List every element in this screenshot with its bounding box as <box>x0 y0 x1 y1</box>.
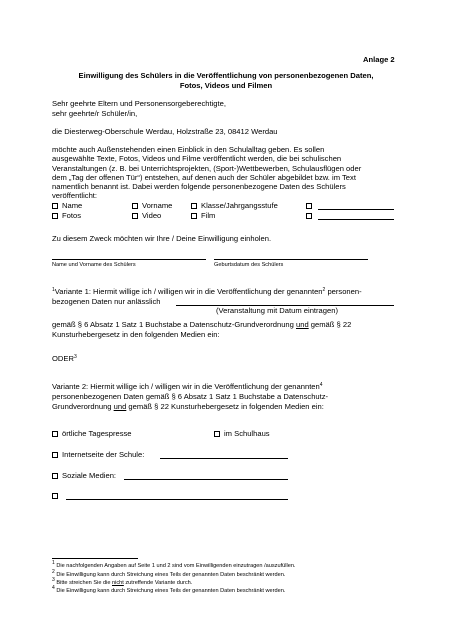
footnote-3: $^3$ Bitte streichen Sie die nicht zutreffende Variante durch. <box>52 577 193 586</box>
title-line-1: Einwilligung des Schülers in die Veröffentlichung von personenbezogenen Daten, <box>78 71 374 80</box>
check-vorname[interactable]: Vorname <box>132 201 172 211</box>
variant-2-line-1: Variante 2: Hiermit willige ich / willigen wir in die Veröffentlichung der genannten$^4$ <box>52 382 323 391</box>
footnote-separator <box>52 558 138 559</box>
other-1-line[interactable] <box>318 209 394 210</box>
checkbox-icon[interactable] <box>52 203 58 209</box>
check-klasse[interactable]: Klasse/Jahrgangsstufe <box>191 201 278 211</box>
website-line[interactable] <box>160 458 288 459</box>
title-line-2: Fotos, Videos und Filmen <box>179 81 273 90</box>
other-media-line[interactable] <box>66 499 288 500</box>
intro-line: ausgewählte Texte, Fotos, Videos und Filme veröffentlicht werden, die bei schulischen <box>52 154 342 164</box>
footnote-ref: 1 <box>52 287 55 293</box>
checkbox-icon[interactable] <box>191 213 197 219</box>
birthdate-caption: Geburtsdatum des Schülers <box>214 262 284 268</box>
checkbox-icon[interactable] <box>132 203 138 209</box>
intro-line: namentlich benannt ist. Dabei werden folgende personenbezogene Daten des Schülers <box>52 182 346 192</box>
check-school-house[interactable]: im Schulhaus <box>214 429 270 439</box>
salutation-student: sehr geehrte/r Schüler/in, <box>52 109 138 118</box>
variant-1-line-4: Kunsturhebergesetz in den folgenden Medien ein: <box>52 330 220 339</box>
social-line[interactable] <box>124 479 288 480</box>
footnote-ref: 3 <box>73 354 77 360</box>
checkbox-icon[interactable] <box>52 213 58 219</box>
intro-line: veröffentlicht: <box>52 191 98 201</box>
checkbox-icon[interactable] <box>191 203 197 209</box>
variant-1-line-2: bezogenen Daten nur anlässlich <box>52 297 161 306</box>
student-name-line[interactable] <box>52 259 206 260</box>
variant-2-line-3: Grundverordnung und gemäß § 22 Kunsturhebergesetz in folgenden Medien ein: <box>52 402 324 411</box>
checkbox-icon[interactable] <box>306 203 312 209</box>
annex-label: Anlage 2 <box>363 55 395 64</box>
check-website[interactable]: Internetseite der Schule: <box>52 450 144 460</box>
intro-paragraph <box>52 145 394 201</box>
checkbox-icon[interactable] <box>214 431 220 437</box>
check-film[interactable]: Film <box>191 211 215 221</box>
school-address: die Diesterweg-Oberschule Werdau, Holzstraße 23, 08412 Werdau <box>52 127 278 136</box>
checkbox-icon[interactable] <box>306 213 312 219</box>
salutation-parents: Sehr geehrte Eltern und Personensorgeberechtigte, <box>52 99 226 108</box>
variant-1-line-3: gemäß § 6 Absatz 1 Satz 1 Buchstabe a Datenschutz-Grundverordnung und gemäß § 22 <box>52 320 352 329</box>
birthdate-line[interactable] <box>214 259 368 260</box>
checkbox-icon[interactable] <box>52 473 58 479</box>
variant-2-line-2: personenbezogenen Daten gemäß § 6 Absatz 1 Satz 1 Buchstabe a Datenschutz- <box>52 392 329 401</box>
footnote-1: $^1$ Die nachfolgenden Angaben auf Seite 1 und 2 sind vom Einwilligenden einzutragen /auszufüllen. <box>52 560 296 569</box>
oder-label: ODER$^3$ <box>52 354 77 363</box>
checkbox-icon[interactable] <box>52 452 58 458</box>
check-other-1[interactable] <box>306 201 316 211</box>
check-video[interactable]: Video <box>132 211 161 221</box>
student-name-caption: Name und Vorname des Schülers <box>52 262 136 268</box>
check-name[interactable]: Name <box>52 201 82 211</box>
check-press[interactable]: örtliche Tagespresse <box>52 429 132 439</box>
checkbox-icon[interactable] <box>52 431 58 437</box>
other-2-line[interactable] <box>318 219 394 220</box>
intro-line: Veranstaltungen (z. B. bei Unterrichtsprojekten, (Sport-)Wettbewerben, Schulausflügen oder <box>52 163 362 173</box>
intro-line: dem „Tag der offenen Tür“) entstehen, auf denen auch der Schüler abgebildet bzw. im Text <box>52 172 356 182</box>
check-social[interactable]: Soziale Medien: <box>52 471 116 481</box>
checkbox-icon[interactable] <box>132 213 138 219</box>
variant-1-line-1: $^1$Variante 1: Hiermit willige ich / willigen wir in die Veröffentlichung der genannten$^2$ personen- <box>52 287 362 296</box>
check-other-2[interactable] <box>306 211 316 221</box>
footnote-2: $^2$ Die Einwilligung kann durch Streichung eines Teils der genannten Daten beschränkt werden. <box>52 569 286 578</box>
checkbox-icon[interactable] <box>52 493 58 499</box>
check-other-media[interactable] <box>52 491 62 501</box>
event-date-hint: (Veranstaltung mit Datum eintragen) <box>216 306 338 315</box>
footnote-4: $^4$ Die Einwilligung kann durch Streichung eines Teils der genannten Daten beschränkt werden. <box>52 585 286 594</box>
consent-request: Zu diesem Zweck möchten wir Ihre / Deine Einwilligung einholen. <box>52 234 272 243</box>
check-fotos[interactable]: Fotos <box>52 211 81 221</box>
footnote-ref: 2 <box>322 287 326 293</box>
footnote-ref: 4 <box>319 382 323 388</box>
intro-line: möchte auch Außenstehenden einen Einblick in den Schulalltag geben. Es sollen <box>52 145 325 154</box>
